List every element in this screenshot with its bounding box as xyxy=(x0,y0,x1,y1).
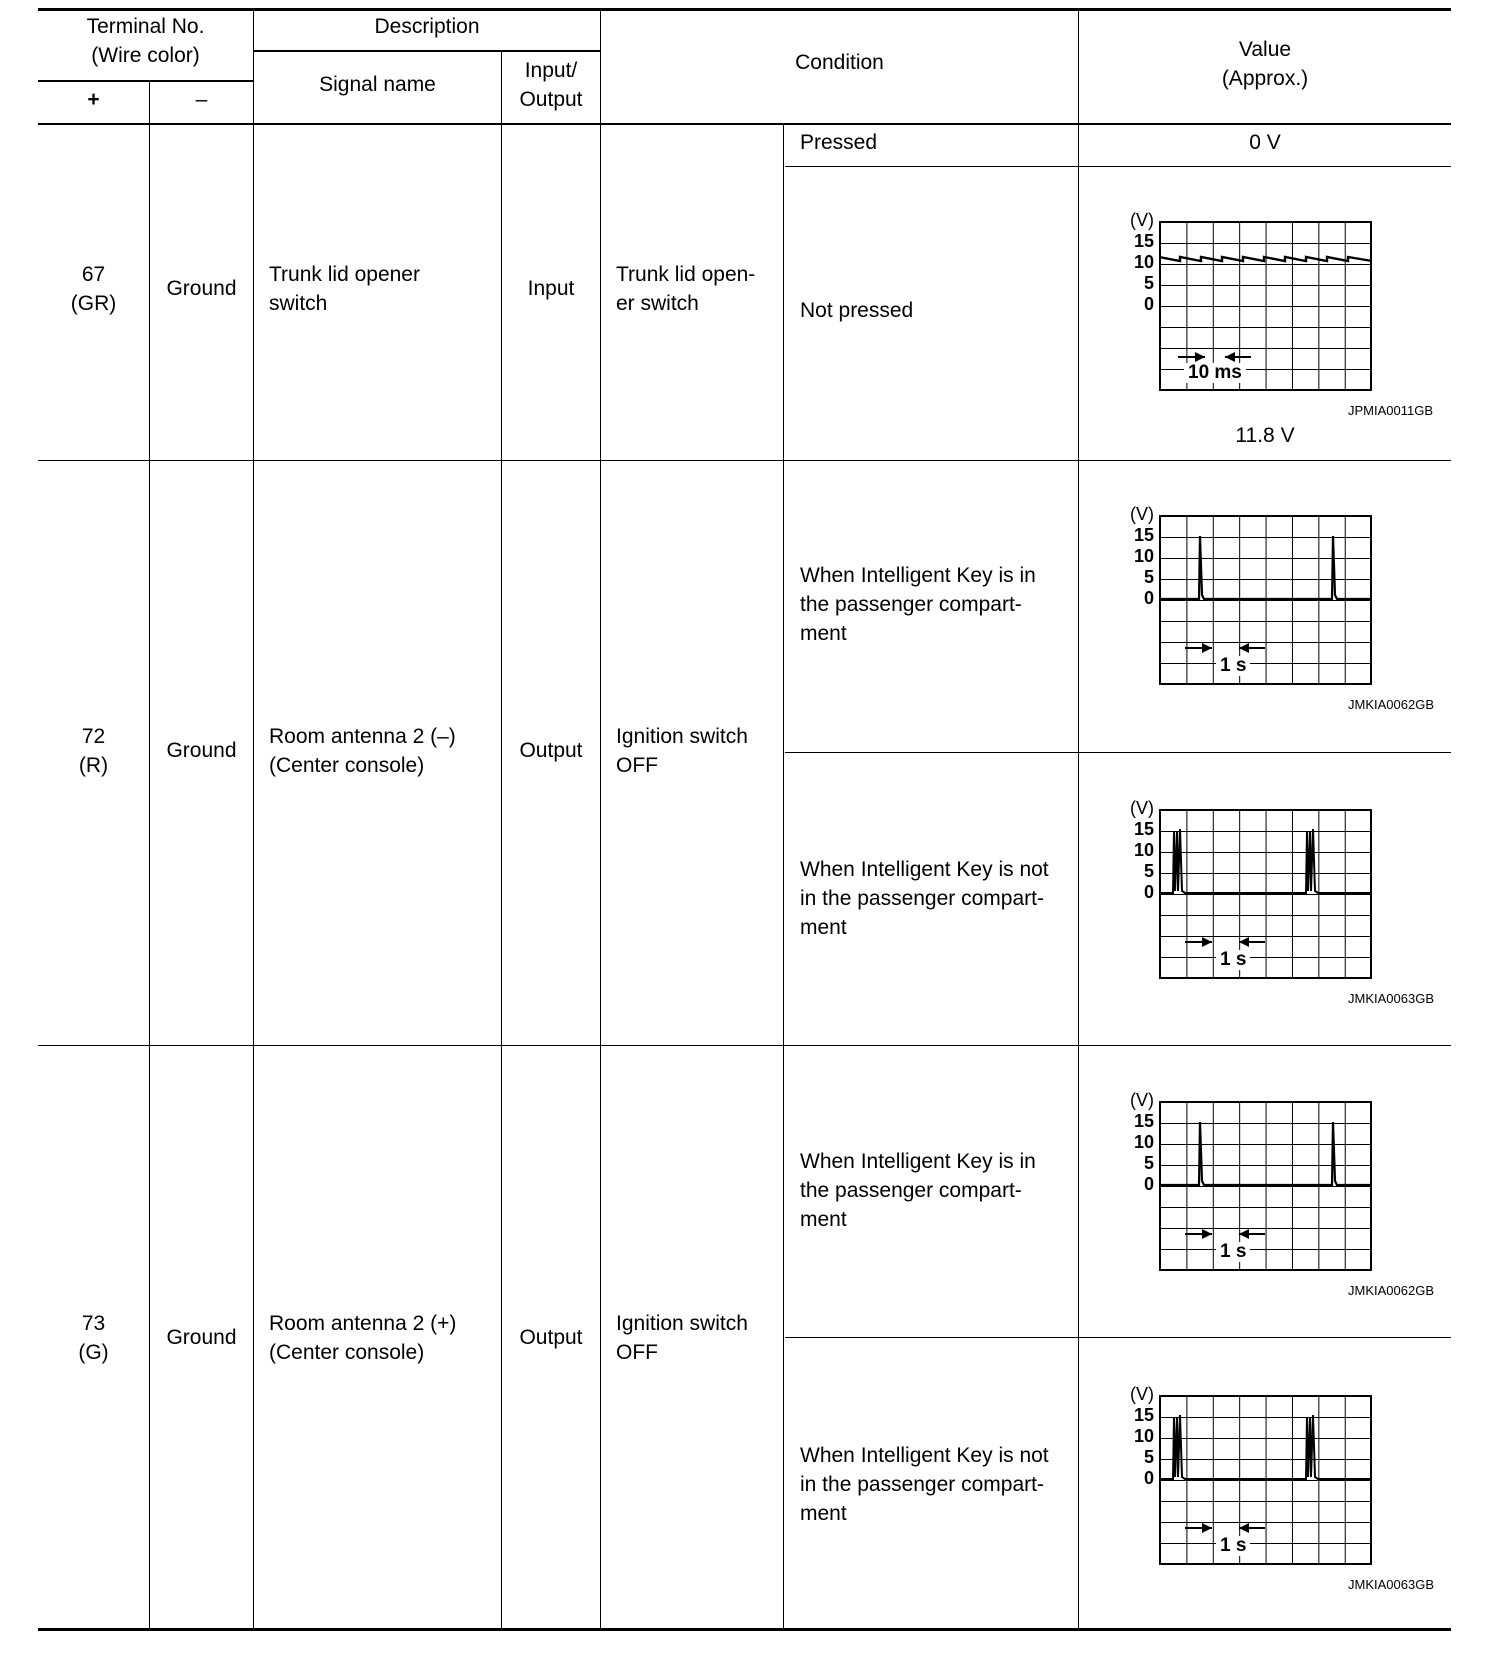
header-input-output-1: Input/ xyxy=(524,59,578,82)
tick-5: 5 xyxy=(1143,1153,1154,1173)
condition-73-line1: Ignition switch xyxy=(616,1312,748,1335)
scope-code: JMKIA0062GB xyxy=(1348,1283,1434,1298)
header-terminal-no: Terminal No. xyxy=(86,15,205,38)
minus-72: Ground xyxy=(166,739,237,762)
state-pressed: Pressed xyxy=(800,131,878,154)
condition-72-line1: Ignition switch xyxy=(616,725,748,748)
tick-0: 0 xyxy=(1143,1468,1154,1488)
tick-0: 0 xyxy=(1143,294,1154,314)
terminal-67: 67 xyxy=(81,263,106,286)
scope-73-in xyxy=(1130,1090,1440,1298)
time-arrow-left-head xyxy=(1202,1523,1212,1533)
scope-time-label: 1 s xyxy=(1216,656,1250,676)
time-arrow-right-head xyxy=(1239,937,1249,947)
header-wire-color: (Wire color) xyxy=(91,44,200,67)
rule-row1 xyxy=(38,460,1451,461)
io-67: Input xyxy=(527,277,575,300)
time-arrow-right-head xyxy=(1239,643,1249,653)
minus-73: Ground xyxy=(166,1326,237,1349)
col-rule-1 xyxy=(149,80,150,1630)
scope-trace-double-pulse xyxy=(1159,1395,1372,1565)
io-73: Output xyxy=(519,1326,583,1349)
signal-73-line1: Room antenna 2 (+) xyxy=(269,1312,457,1335)
tick-10: 10 xyxy=(1133,252,1154,272)
rule-pressed xyxy=(785,166,1451,167)
condition-72-line2: OFF xyxy=(616,754,658,777)
header-signal-name: Signal name xyxy=(319,73,436,96)
header-plus: + xyxy=(87,88,100,111)
scope-72-out xyxy=(1130,798,1440,1006)
scope-unit: (V) xyxy=(1130,798,1154,818)
time-arrow-right-head xyxy=(1239,1523,1249,1533)
tick-10: 10 xyxy=(1133,1426,1154,1446)
state-73-in-line1: When Intelligent Key is in xyxy=(800,1150,1036,1173)
scope-72-in xyxy=(1130,504,1440,712)
tick-15: 15 xyxy=(1133,1111,1154,1131)
scope-trace-single-pulse xyxy=(1159,515,1372,685)
tick-5: 5 xyxy=(1143,567,1154,587)
scope-code: JMKIA0062GB xyxy=(1348,697,1434,712)
state-72-out-line3: ment xyxy=(800,916,847,939)
tick-15: 15 xyxy=(1133,819,1154,839)
tick-0: 0 xyxy=(1143,1174,1154,1194)
pulse-waveform xyxy=(1159,1415,1372,1479)
col-rule-5 xyxy=(783,123,784,1630)
col-rule-6 xyxy=(1078,8,1079,1630)
condition-73-line2: OFF xyxy=(616,1341,658,1364)
col-rule-4 xyxy=(600,8,601,1630)
tick-10: 10 xyxy=(1133,546,1154,566)
tick-5: 5 xyxy=(1143,1447,1154,1467)
terminal-72: 72 xyxy=(81,725,106,748)
scope-73-out xyxy=(1130,1384,1440,1592)
state-73-in-line2: the passenger compart- xyxy=(800,1179,1022,1202)
header-input-output-2: Output xyxy=(519,88,583,111)
value-pressed: 0 V xyxy=(1249,131,1281,154)
scope-time-label: 10 ms xyxy=(1184,363,1246,383)
scope-unit: (V) xyxy=(1130,504,1154,524)
scope-trunk-ripple xyxy=(1130,210,1440,418)
rule-row2 xyxy=(38,1045,1451,1046)
rule-header-bottom xyxy=(38,123,1451,125)
time-arrow-left-head xyxy=(1202,1229,1212,1239)
terminal-73: 73 xyxy=(81,1312,106,1335)
rule-row2-mid xyxy=(785,752,1451,753)
scope-code: JMKIA0063GB xyxy=(1348,1577,1434,1592)
scope-code: JMKIA0063GB xyxy=(1348,991,1434,1006)
time-arrow-left-head xyxy=(1202,937,1212,947)
scope-time-label: 1 s xyxy=(1216,1242,1250,1262)
header-value-1: Value xyxy=(1238,38,1292,61)
rule-terminal xyxy=(38,80,253,82)
tick-0: 0 xyxy=(1143,588,1154,608)
header-value-2: (Approx.) xyxy=(1221,67,1309,90)
scope-unit: (V) xyxy=(1130,1090,1154,1110)
state-72-out-line1: When Intelligent Key is not xyxy=(800,858,1049,881)
rule-description xyxy=(253,50,600,52)
tick-0: 0 xyxy=(1143,882,1154,902)
state-73-out-line2: in the passenger compart- xyxy=(800,1473,1044,1496)
wire-67: (GR) xyxy=(70,292,117,315)
time-arrow-right-head xyxy=(1239,1229,1249,1239)
minus-67: Ground xyxy=(166,277,237,300)
value-not-pressed: 11.8 V xyxy=(1235,424,1295,447)
condition-67-line2: er switch xyxy=(616,292,699,315)
scope-time-label: 1 s xyxy=(1216,950,1250,970)
signal-67-line2: switch xyxy=(269,292,328,315)
state-72-out-line2: in the passenger compart- xyxy=(800,887,1044,910)
state-not-pressed: Not pressed xyxy=(800,299,914,322)
ripple-waveform xyxy=(1159,257,1372,261)
scope-code: JPMIA0011GB xyxy=(1348,403,1434,418)
header-description: Description xyxy=(374,15,480,38)
signal-73-line2: (Center console) xyxy=(269,1341,425,1364)
header-condition: Condition xyxy=(795,51,884,74)
tick-15: 15 xyxy=(1133,1405,1154,1425)
scope-time-label: 1 s xyxy=(1216,1536,1250,1556)
pulse-waveform xyxy=(1159,536,1372,599)
scope-trace-single-pulse xyxy=(1159,1101,1372,1271)
tick-10: 10 xyxy=(1133,840,1154,860)
condition-67-line1: Trunk lid open- xyxy=(616,263,756,286)
state-72-in-line1: When Intelligent Key is in xyxy=(800,564,1036,587)
col-rule-2 xyxy=(253,8,254,1630)
state-72-in-line3: ment xyxy=(800,622,847,645)
signal-72-line1: Room antenna 2 (–) xyxy=(269,725,456,748)
tick-15: 15 xyxy=(1133,525,1154,545)
tick-5: 5 xyxy=(1143,861,1154,881)
scope-unit: (V) xyxy=(1130,210,1154,230)
scope-unit: (V) xyxy=(1130,1384,1154,1404)
rule-bottom xyxy=(38,1628,1451,1631)
tick-10: 10 xyxy=(1133,1132,1154,1152)
header-minus: – xyxy=(195,88,208,111)
pulse-waveform xyxy=(1159,829,1372,893)
tick-15: 15 xyxy=(1133,231,1154,251)
state-73-out-line1: When Intelligent Key is not xyxy=(800,1444,1049,1467)
tick-5: 5 xyxy=(1143,273,1154,293)
rule-top xyxy=(38,8,1451,11)
pulse-waveform xyxy=(1159,1122,1372,1185)
state-73-out-line3: ment xyxy=(800,1502,847,1525)
time-arrow-right-head xyxy=(1225,352,1235,362)
signal-67-line1: Trunk lid opener xyxy=(269,263,420,286)
time-arrow-left-head xyxy=(1195,352,1205,362)
rule-row3-mid xyxy=(785,1337,1451,1338)
io-72: Output xyxy=(519,739,583,762)
state-73-in-line3: ment xyxy=(800,1208,847,1231)
scope-trace-double-pulse xyxy=(1159,809,1372,979)
time-arrow-left-head xyxy=(1202,643,1212,653)
wire-72: (R) xyxy=(78,754,109,777)
state-72-in-line2: the passenger compart- xyxy=(800,593,1022,616)
signal-72-line2: (Center console) xyxy=(269,754,425,777)
wire-73: (G) xyxy=(78,1341,109,1364)
